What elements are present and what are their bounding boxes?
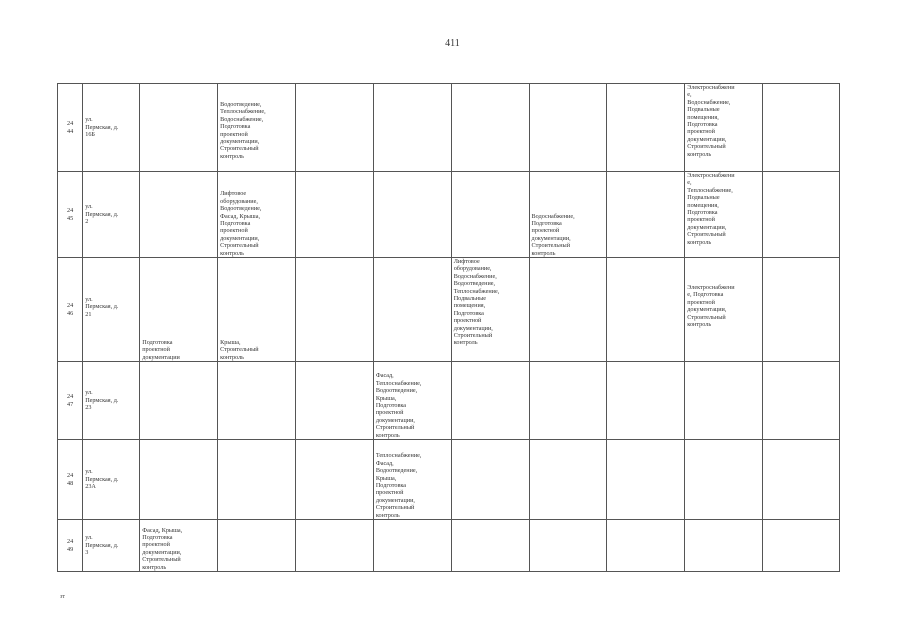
work-cell: Лифтовое оборудование, Водоснабжение, Водоотведение, Теплоснабжение, Подвальные помещения, Подготовка проектной документации, Строительный контроль [451, 258, 529, 362]
work-cell [607, 520, 685, 572]
work-cell [685, 362, 763, 440]
table-row [58, 258, 840, 362]
work-cell [763, 362, 840, 440]
work-cell: Теплоснабжение, Фасад, Водоотведение, Крыша, Подготовка проектной документации, Строительный контроль [373, 440, 451, 520]
row-number-cell: 24 49 [58, 520, 83, 572]
work-cell [685, 520, 763, 572]
work-cell [451, 362, 529, 440]
work-cell [763, 172, 840, 258]
work-cell [218, 440, 296, 520]
table-row [58, 440, 840, 520]
work-cell [373, 84, 451, 172]
work-cell: Электроснабжени е, Теплоснабжение, Подвальные помещения, Подготовка проектной документации, Строительный контроль [685, 172, 763, 258]
work-cell [295, 362, 373, 440]
work-cell [529, 362, 607, 440]
address-cell: ул. Пермская, д. 23 [83, 362, 140, 440]
work-cell: Подготовка проектной документации [140, 258, 218, 362]
work-cell [373, 520, 451, 572]
work-cell [607, 440, 685, 520]
footer-mark: зт [60, 594, 65, 600]
address-cell: ул. Пермская, д. 2 [83, 172, 140, 258]
work-cell [529, 84, 607, 172]
work-cell [529, 440, 607, 520]
work-cell: Электроснабжени е, Водоснабжение, Подвальные помещения, Подготовка проектной документации, Строительный контроль [685, 84, 763, 172]
address-cell: ул. Пермская, д. 21 [83, 258, 140, 362]
work-cell [763, 84, 840, 172]
work-cell [140, 84, 218, 172]
work-cell [218, 362, 296, 440]
table-row [58, 520, 840, 572]
work-cell [373, 172, 451, 258]
address-cell: ул. Пермская, д. 23А [83, 440, 140, 520]
work-cell [529, 258, 607, 362]
work-cell [140, 440, 218, 520]
table-row [58, 172, 840, 258]
work-cell [295, 520, 373, 572]
work-cell: Лифтовое оборудование, Водоотведение, Фасад, Крыша, Подготовка проектной документации, Строительный контроль [218, 172, 296, 258]
work-cell [451, 84, 529, 172]
table-row [58, 362, 840, 440]
work-cell [295, 440, 373, 520]
row-number-cell: 24 47 [58, 362, 83, 440]
address-cell: ул. Пермская, д. 16Б [83, 84, 140, 172]
work-cell: Водоснабжение, Подготовка проектной документации, Строительный контроль [529, 172, 607, 258]
work-cell [763, 520, 840, 572]
work-cell [607, 84, 685, 172]
work-cell [140, 362, 218, 440]
work-cell [451, 172, 529, 258]
work-cell: Фасад, Теплоснабжение, Водоотведение, Крыша, Подготовка проектной документации, Строительный контроль [373, 362, 451, 440]
work-cell [295, 258, 373, 362]
address-cell: ул. Пермская, д. 3 [83, 520, 140, 572]
work-cell [451, 520, 529, 572]
table-row [58, 84, 840, 172]
work-cell [451, 440, 529, 520]
work-cell [140, 172, 218, 258]
work-cell: Электроснабжени е, Подготовка проектной документации, Строительный контроль [685, 258, 763, 362]
work-cell [295, 172, 373, 258]
work-cell: Фасад, Крыша, Подготовка проектной документации, Строительный контроль [140, 520, 218, 572]
row-number-cell: 24 48 [58, 440, 83, 520]
row-number-cell: 24 45 [58, 172, 83, 258]
row-number-cell: 24 44 [58, 84, 83, 172]
repair-schedule-table [57, 83, 840, 572]
work-cell [763, 440, 840, 520]
work-cell [218, 520, 296, 572]
row-number-cell: 24 46 [58, 258, 83, 362]
work-cell [529, 520, 607, 572]
work-cell [763, 258, 840, 362]
work-cell: Водоотведение, Теплоснабжение, Водоснабжение, Подготовка проектной документации, Строительный контроль [218, 84, 296, 172]
work-cell [607, 172, 685, 258]
work-cell [607, 258, 685, 362]
work-cell [373, 258, 451, 362]
work-cell [607, 362, 685, 440]
work-cell: Крыша, Строительный контроль [218, 258, 296, 362]
work-cell [295, 84, 373, 172]
page-number: 411 [445, 38, 460, 49]
work-cell [685, 440, 763, 520]
